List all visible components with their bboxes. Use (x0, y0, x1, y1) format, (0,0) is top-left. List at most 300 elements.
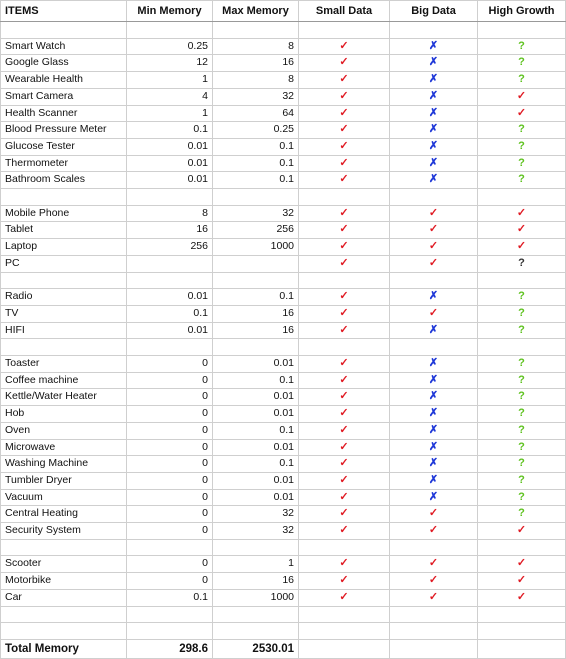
big-data-cell (390, 422, 478, 439)
question-mark-icon: ? (518, 373, 525, 386)
empty-cell (1, 339, 127, 356)
check-mark-icon: ✓ (339, 73, 349, 86)
item-name: Smart Watch (1, 38, 127, 55)
empty-cell (390, 539, 478, 556)
cross-mark-icon: ✗ (428, 440, 439, 453)
min-memory-value: 0.01 (127, 172, 213, 189)
big-data-cell (390, 556, 478, 573)
big-data-cell (390, 222, 478, 239)
big-data-cell (390, 472, 478, 489)
table-row (1, 38, 566, 55)
min-memory-value: 0 (127, 439, 213, 456)
empty-cell (390, 189, 478, 206)
check-mark-icon: ✓ (339, 206, 349, 219)
small-data-cell (299, 155, 390, 172)
cross-mark-icon: ✗ (428, 123, 439, 136)
big-data-cell (390, 255, 478, 272)
high-growth-cell (478, 289, 566, 306)
question-mark-icon: ? (518, 440, 525, 453)
max-memory-value: 256 (213, 222, 299, 239)
question-mark-icon: ? (518, 39, 525, 52)
cross-mark-icon: ✗ (428, 39, 439, 52)
empty-cell (127, 22, 213, 39)
item-name: Tablet (1, 222, 127, 239)
small-data-cell (299, 356, 390, 373)
max-memory-value: 16 (213, 322, 299, 339)
check-mark-icon: ✓ (339, 139, 349, 152)
empty-cell (478, 272, 566, 289)
item-name: Google Glass (1, 55, 127, 72)
check-mark-icon: ✓ (339, 290, 349, 303)
question-mark-icon: ? (518, 407, 525, 420)
table-row (1, 55, 566, 72)
table-row (1, 138, 566, 155)
max-memory-value: 16 (213, 573, 299, 590)
empty-cell (127, 623, 213, 640)
min-memory-value: 0 (127, 472, 213, 489)
max-memory-value: 0.1 (213, 155, 299, 172)
cross-mark-icon: ✗ (428, 173, 439, 186)
table-row (1, 573, 566, 590)
cross-mark-icon: ✗ (428, 490, 439, 503)
small-data-cell (299, 456, 390, 473)
small-data-cell (299, 289, 390, 306)
check-mark-icon: ✓ (428, 524, 439, 537)
big-data-cell (390, 289, 478, 306)
big-data-cell (390, 138, 478, 155)
question-mark-icon: ? (518, 156, 525, 169)
min-memory-value: 0 (127, 489, 213, 506)
empty-cell (478, 339, 566, 356)
empty-cell (299, 339, 390, 356)
spacer-row (1, 272, 566, 289)
item-name: Radio (1, 289, 127, 306)
high-growth-cell (478, 589, 566, 606)
table-row (1, 472, 566, 489)
check-mark-icon: ✓ (339, 357, 349, 369)
empty-cell (478, 639, 566, 658)
high-growth-cell (478, 155, 566, 172)
question-mark-icon: ? (518, 473, 525, 486)
small-data-cell (299, 489, 390, 506)
empty-cell (299, 539, 390, 556)
small-data-cell (299, 422, 390, 439)
empty-cell (299, 639, 390, 658)
max-memory-value: 32 (213, 88, 299, 105)
question-mark-icon: ? (518, 123, 525, 136)
table-row (1, 222, 566, 239)
max-memory-value: 8 (213, 72, 299, 89)
big-data-cell (390, 72, 478, 89)
empty-cell (390, 623, 478, 640)
question-mark-icon: ? (518, 73, 525, 86)
header-small-data: Small Data (299, 1, 390, 22)
check-mark-icon: ✓ (516, 240, 527, 253)
small-data-cell (299, 406, 390, 423)
check-mark-icon: ✓ (428, 574, 439, 587)
check-mark-icon: ✓ (428, 223, 439, 236)
min-memory-value: 12 (127, 55, 213, 72)
item-name: Health Scanner (1, 105, 127, 122)
cross-mark-icon: ✗ (428, 290, 439, 303)
empty-cell (127, 606, 213, 623)
max-memory-value: 0.1 (213, 172, 299, 189)
high-growth-cell (478, 205, 566, 222)
item-name: HIFI (1, 322, 127, 339)
cross-mark-icon: ✗ (428, 73, 439, 86)
cross-mark-icon: ✗ (428, 407, 439, 420)
table-row (1, 506, 566, 523)
min-memory-value: 0.01 (127, 289, 213, 306)
small-data-cell (299, 122, 390, 139)
spacer-row (1, 339, 566, 356)
cross-mark-icon: ✗ (428, 357, 439, 369)
empty-cell (1, 272, 127, 289)
high-growth-cell (478, 456, 566, 473)
check-mark-icon: ✓ (516, 223, 527, 236)
table-row (1, 255, 566, 272)
check-mark-icon: ✓ (516, 89, 527, 102)
high-growth-cell (478, 489, 566, 506)
table-row (1, 88, 566, 105)
high-growth-cell (478, 472, 566, 489)
small-data-cell (299, 38, 390, 55)
question-mark-icon: ? (518, 423, 525, 436)
min-memory-value: 0.1 (127, 305, 213, 322)
high-growth-cell (478, 523, 566, 540)
table-row (1, 456, 566, 473)
max-memory-value: 0.01 (213, 472, 299, 489)
big-data-cell (390, 239, 478, 256)
empty-cell (127, 272, 213, 289)
min-memory-value: 0 (127, 573, 213, 590)
big-data-cell (390, 88, 478, 105)
high-growth-cell (478, 372, 566, 389)
max-memory-value: 0.1 (213, 456, 299, 473)
table-row (1, 239, 566, 256)
spacer-row (1, 623, 566, 640)
big-data-cell (390, 356, 478, 373)
item-name: Tumbler Dryer (1, 472, 127, 489)
check-mark-icon: ✓ (339, 390, 349, 403)
small-data-cell (299, 72, 390, 89)
item-name: PC (1, 255, 127, 272)
item-name: Glucose Tester (1, 138, 127, 155)
big-data-cell (390, 589, 478, 606)
item-name: Hob (1, 406, 127, 423)
check-mark-icon: ✓ (428, 206, 439, 219)
empty-cell (213, 22, 299, 39)
item-name: Microwave (1, 439, 127, 456)
big-data-cell (390, 122, 478, 139)
check-mark-icon: ✓ (516, 524, 527, 537)
empty-cell (478, 189, 566, 206)
table-row (1, 172, 566, 189)
check-mark-icon: ✓ (339, 89, 349, 102)
big-data-cell (390, 389, 478, 406)
item-name: Wearable Health (1, 72, 127, 89)
empty-cell (213, 606, 299, 623)
item-name: Kettle/Water Heater (1, 389, 127, 406)
small-data-cell (299, 239, 390, 256)
check-mark-icon: ✓ (428, 240, 439, 253)
check-mark-icon: ✓ (339, 56, 349, 69)
big-data-cell (390, 322, 478, 339)
check-mark-icon: ✓ (339, 490, 349, 503)
min-memory-value: 0 (127, 523, 213, 540)
min-memory-value: 0 (127, 422, 213, 439)
table-row (1, 289, 566, 306)
empty-cell (1, 606, 127, 623)
big-data-cell (390, 573, 478, 590)
item-name: Thermometer (1, 155, 127, 172)
empty-cell (390, 339, 478, 356)
big-data-cell (390, 55, 478, 72)
item-name: Coffee machine (1, 372, 127, 389)
cross-mark-icon: ✗ (428, 390, 439, 403)
item-name: TV (1, 305, 127, 322)
table-row (1, 105, 566, 122)
table-row (1, 389, 566, 406)
check-mark-icon: ✓ (516, 574, 527, 587)
cross-mark-icon: ✗ (428, 106, 439, 119)
max-memory-value: 32 (213, 205, 299, 222)
min-memory-value: 16 (127, 222, 213, 239)
empty-cell (390, 639, 478, 658)
high-growth-cell (478, 105, 566, 122)
empty-cell (127, 339, 213, 356)
cross-mark-icon: ✗ (428, 139, 439, 152)
check-mark-icon: ✓ (339, 440, 349, 453)
small-data-cell (299, 55, 390, 72)
big-data-cell (390, 439, 478, 456)
empty-cell (213, 623, 299, 640)
small-data-cell (299, 105, 390, 122)
min-memory-value: 0.1 (127, 122, 213, 139)
empty-cell (1, 623, 127, 640)
high-growth-cell (478, 122, 566, 139)
big-data-cell (390, 172, 478, 189)
check-mark-icon: ✓ (339, 39, 349, 52)
table-row (1, 523, 566, 540)
header-row (1, 1, 566, 22)
table-row (1, 406, 566, 423)
item-name: Vacuum (1, 489, 127, 506)
question-mark-icon: ? (518, 323, 525, 336)
item-name: Security System (1, 523, 127, 540)
max-memory-value: 64 (213, 105, 299, 122)
table-row (1, 422, 566, 439)
high-growth-cell (478, 255, 566, 272)
empty-cell (1, 539, 127, 556)
empty-cell (127, 189, 213, 206)
min-memory-value: 0 (127, 356, 213, 373)
min-memory-value (127, 255, 213, 272)
min-memory-value: 1 (127, 72, 213, 89)
max-memory-value: 0.01 (213, 406, 299, 423)
high-growth-cell (478, 406, 566, 423)
empty-cell (390, 606, 478, 623)
small-data-cell (299, 573, 390, 590)
min-memory-value: 0.1 (127, 589, 213, 606)
header-min-memory: Min Memory (127, 1, 213, 22)
max-memory-value: 1 (213, 556, 299, 573)
item-name: Bathroom Scales (1, 172, 127, 189)
table-row (1, 556, 566, 573)
min-memory-value: 0 (127, 372, 213, 389)
high-growth-cell (478, 356, 566, 373)
question-mark-icon: ? (518, 357, 525, 369)
empty-cell (299, 272, 390, 289)
big-data-cell (390, 406, 478, 423)
small-data-cell (299, 222, 390, 239)
cross-mark-icon: ✗ (428, 89, 439, 102)
max-memory-value: 0.1 (213, 372, 299, 389)
check-mark-icon: ✓ (339, 156, 349, 169)
cross-mark-icon: ✗ (428, 156, 439, 169)
item-name: Mobile Phone (1, 205, 127, 222)
check-mark-icon: ✓ (339, 590, 349, 603)
empty-cell (213, 539, 299, 556)
empty-cell (213, 339, 299, 356)
min-memory-value: 256 (127, 239, 213, 256)
small-data-cell (299, 255, 390, 272)
empty-cell (478, 539, 566, 556)
empty-cell (299, 189, 390, 206)
small-data-cell (299, 472, 390, 489)
high-growth-cell (478, 38, 566, 55)
check-mark-icon: ✓ (339, 173, 349, 186)
question-mark-icon: ? (518, 56, 525, 69)
cross-mark-icon: ✗ (428, 473, 439, 486)
check-mark-icon: ✓ (339, 473, 349, 486)
header-max-memory: Max Memory (213, 1, 299, 22)
empty-cell (478, 22, 566, 39)
check-mark-icon: ✓ (339, 323, 349, 336)
empty-cell (478, 606, 566, 623)
empty-cell (213, 189, 299, 206)
big-data-cell (390, 105, 478, 122)
min-memory-value: 0.25 (127, 38, 213, 55)
check-mark-icon: ✓ (339, 557, 349, 570)
max-memory-value: 32 (213, 506, 299, 523)
check-mark-icon: ✓ (339, 524, 349, 537)
check-mark-icon: ✓ (339, 373, 349, 386)
item-name: Laptop (1, 239, 127, 256)
max-memory-value: 0.1 (213, 289, 299, 306)
check-mark-icon: ✓ (428, 507, 439, 520)
small-data-cell (299, 88, 390, 105)
high-growth-cell (478, 556, 566, 573)
check-mark-icon: ✓ (516, 206, 527, 219)
table-row (1, 439, 566, 456)
max-memory-value: 0.25 (213, 122, 299, 139)
min-memory-value: 0 (127, 556, 213, 573)
item-name: Washing Machine (1, 456, 127, 473)
empty-cell (127, 539, 213, 556)
table-row (1, 155, 566, 172)
total-row (1, 639, 566, 658)
max-memory-value: 1000 (213, 589, 299, 606)
high-growth-cell (478, 239, 566, 256)
check-mark-icon: ✓ (339, 106, 349, 119)
check-mark-icon: ✓ (516, 557, 527, 570)
question-mark-icon: ? (518, 290, 525, 303)
cross-mark-icon: ✗ (428, 457, 439, 470)
high-growth-cell (478, 72, 566, 89)
empty-cell (478, 623, 566, 640)
question-mark-icon: ? (518, 256, 525, 269)
table-row (1, 205, 566, 222)
question-mark-icon: ? (518, 139, 525, 152)
small-data-cell (299, 439, 390, 456)
min-memory-value: 1 (127, 105, 213, 122)
high-growth-cell (478, 506, 566, 523)
question-mark-icon: ? (518, 173, 525, 186)
check-mark-icon: ✓ (339, 423, 349, 436)
min-memory-value: 8 (127, 205, 213, 222)
header-high-growth: High Growth (478, 1, 566, 22)
empty-cell (390, 22, 478, 39)
check-mark-icon: ✓ (428, 557, 439, 570)
table-row (1, 322, 566, 339)
spacer-row (1, 606, 566, 623)
empty-cell (390, 272, 478, 289)
item-name: Central Heating (1, 506, 127, 523)
min-memory-value: 0.01 (127, 322, 213, 339)
header-items: ITEMS (1, 1, 127, 22)
empty-cell (213, 272, 299, 289)
table-row (1, 305, 566, 322)
min-memory-value: 0 (127, 406, 213, 423)
check-mark-icon: ✓ (428, 306, 439, 319)
small-data-cell (299, 523, 390, 540)
spacer-row (1, 189, 566, 206)
big-data-cell (390, 205, 478, 222)
question-mark-icon: ? (518, 457, 525, 470)
check-mark-icon: ✓ (516, 590, 527, 603)
big-data-cell (390, 506, 478, 523)
big-data-cell (390, 456, 478, 473)
small-data-cell (299, 305, 390, 322)
min-memory-value: 0.01 (127, 155, 213, 172)
max-memory-value: 0.01 (213, 356, 299, 373)
max-memory-value: 0.01 (213, 439, 299, 456)
small-data-cell (299, 589, 390, 606)
high-growth-cell (478, 222, 566, 239)
big-data-cell (390, 155, 478, 172)
check-mark-icon: ✓ (339, 240, 349, 253)
table-row (1, 372, 566, 389)
high-growth-cell (478, 305, 566, 322)
empty-cell (1, 189, 127, 206)
check-mark-icon: ✓ (339, 256, 349, 269)
big-data-cell (390, 489, 478, 506)
max-memory-value: 1000 (213, 239, 299, 256)
table-row (1, 122, 566, 139)
high-growth-cell (478, 55, 566, 72)
min-memory-value: 0 (127, 456, 213, 473)
max-memory-value: 8 (213, 38, 299, 55)
high-growth-cell (478, 322, 566, 339)
min-memory-value: 0 (127, 506, 213, 523)
small-data-cell (299, 506, 390, 523)
max-memory-value: 32 (213, 523, 299, 540)
question-mark-icon: ? (518, 490, 525, 503)
check-mark-icon: ✓ (339, 306, 349, 319)
question-mark-icon: ? (518, 507, 525, 520)
max-memory-value: 16 (213, 55, 299, 72)
